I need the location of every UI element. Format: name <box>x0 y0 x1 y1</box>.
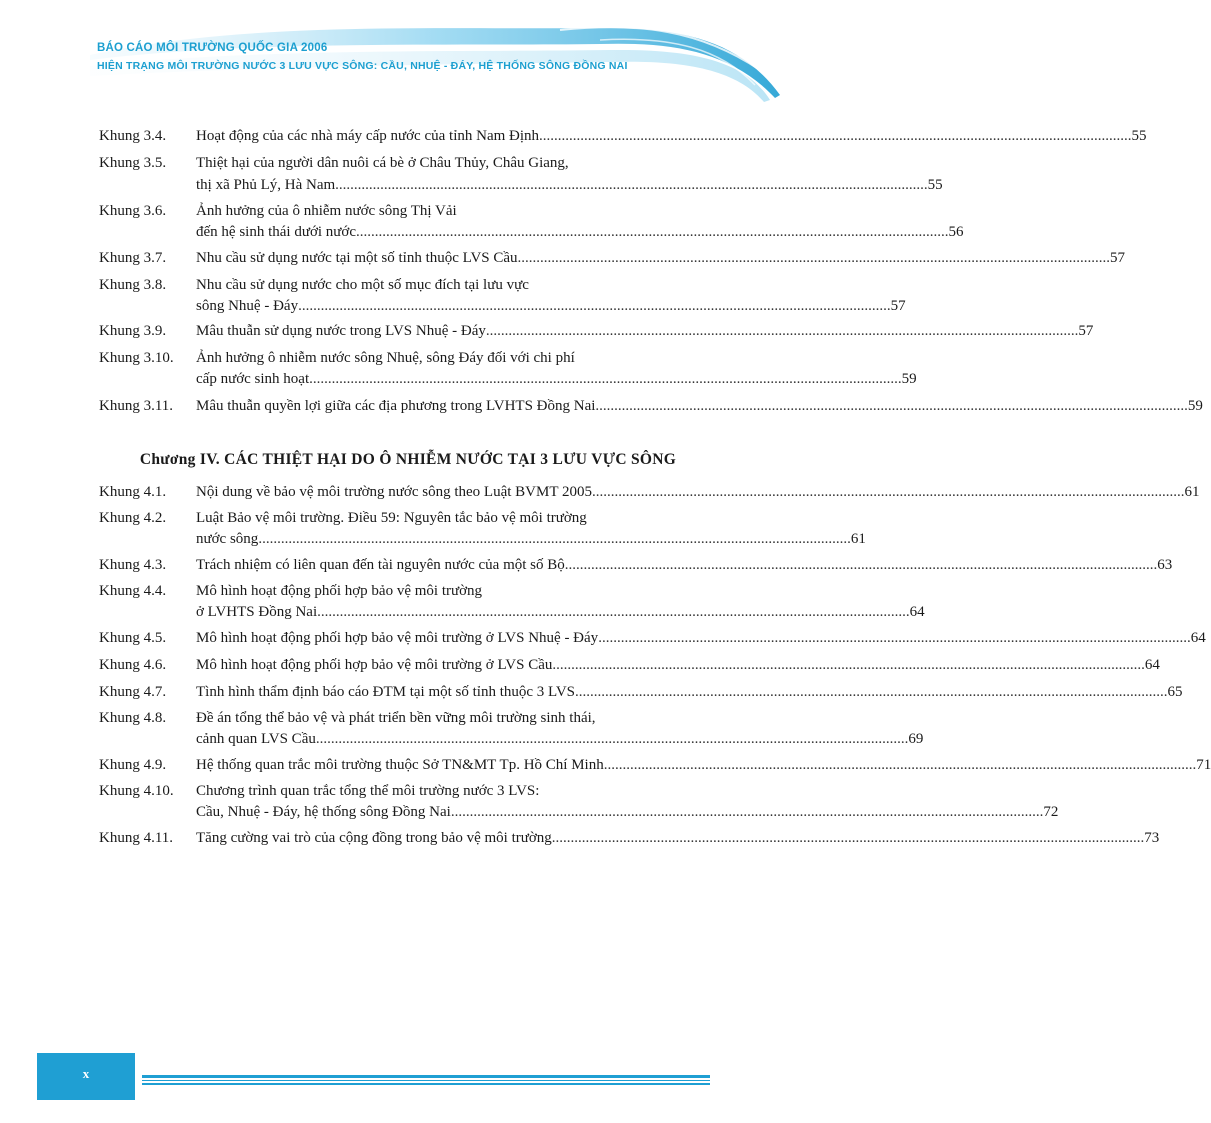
dot-leader: .............................................................................................................................................................. <box>539 128 1132 144</box>
toc-entry <box>99 756 1211 775</box>
toc-entry-page: 56 <box>948 224 964 240</box>
toc-entry-title: Nội dung về bảo vệ môi trường nước sông theo Luật BVMT 2005 <box>196 484 592 500</box>
toc-entry-title: Mô hình hoạt động phối hợp bảo vệ môi trường <box>196 583 483 599</box>
toc-entry-page: 61 <box>850 531 866 547</box>
toc-entry <box>99 127 1147 146</box>
toc-entry-label: Khung 3.9. <box>99 323 167 339</box>
toc-entry-title: Hoạt động của các nhà máy cấp nước của tỉnh Nam Định <box>196 128 540 144</box>
footer-rule-middle <box>142 1080 710 1081</box>
toc-entry <box>99 829 1160 848</box>
toc-entry-title: Mô hình hoạt động phối hợp bảo vệ môi trường ở LVS Nhuệ - Đáy <box>196 630 599 646</box>
footer-rule-top <box>142 1075 710 1078</box>
toc-entry <box>99 509 866 547</box>
page-header <box>0 0 816 110</box>
toc-entry <box>99 397 1203 416</box>
chapter-4-heading: Chương IV. CÁC THIỆT HẠI DO Ô NHIỄM NƯỚC TẠI 3 LƯU VỰC SÔNG <box>139 451 677 468</box>
page-number: x <box>82 1066 90 1081</box>
dot-leader: .............................................................................................................................................................. <box>450 804 1044 820</box>
toc-entry-title: Nhu cầu sử dụng nước cho một số mục đích tại lưu vực <box>196 277 529 293</box>
dot-leader: .............................................................................................................................................................. <box>309 371 902 387</box>
toc-entry-page: 72 <box>1043 804 1059 820</box>
toc-entry <box>99 154 943 193</box>
toc-entry-title-cont: cảnh quan LVS Cầu <box>196 731 316 747</box>
toc-entry-page: 64 <box>909 604 925 620</box>
dot-leader: .............................................................................................................................................................. <box>356 224 949 240</box>
toc-entry-label: Khung 4.9. <box>99 757 167 773</box>
toc-entry-title-cont: nước sông <box>196 531 259 547</box>
dot-leader: .............................................................................................................................................................. <box>335 177 928 193</box>
toc-entry-title: Chương trình quan trắc tổng thể môi trường nước 3 LVS: <box>196 783 540 799</box>
dot-leader: .............................................................................................................................................................. <box>552 657 1145 673</box>
toc-entry-title: Mâu thuẫn quyền lợi giữa các địa phương trong LVHTS Đồng Nai <box>196 398 596 414</box>
toc-entry <box>99 782 1059 820</box>
toc-entry <box>99 582 925 620</box>
toc-entry-label: Khung 4.3. <box>99 557 167 573</box>
toc-entry-title-cont: thị xã Phủ Lý, Hà Nam <box>196 177 336 193</box>
header-report-subtitle: HIỆN TRẠNG MÔI TRƯỜNG NƯỚC 3 LƯU VỰC SÔNG: CẦU, NHUỆ - ĐÁY, HỆ THỐNG SÔNG ĐỒNG NAI <box>97 60 628 72</box>
toc-entry-page: 59 <box>1187 398 1203 414</box>
toc-entry-page: 71 <box>1196 757 1211 773</box>
dot-leader: .............................................................................................................................................................. <box>575 684 1168 700</box>
toc-entry-label: Khung 4.8. <box>99 710 167 726</box>
toc-entry-label: Khung 3.6. <box>99 203 167 219</box>
toc-entry-page: 63 <box>1157 557 1173 573</box>
toc-entry-page: 61 <box>1184 484 1200 500</box>
toc-entry-title: Nhu cầu sử dụng nước tại một số tỉnh thuộc LVS Cầu <box>196 250 518 266</box>
toc-entry <box>99 276 906 314</box>
toc-entry-title: Thiệt hại của người dân nuôi cá bè ở Châu Thủy, Châu Giang, <box>196 155 569 171</box>
toc-entry-label: Khung 4.4. <box>99 583 167 599</box>
toc-entry <box>99 322 1094 341</box>
toc-entry <box>99 483 1200 502</box>
toc-entry-label: Khung 3.5. <box>99 155 167 171</box>
dot-leader: .............................................................................................................................................................. <box>551 830 1145 846</box>
toc-entry-label: Khung 3.7. <box>99 250 167 266</box>
dot-leader: .............................................................................................................................................................. <box>317 604 910 620</box>
footer-page-box <box>37 1053 135 1100</box>
dot-leader: .............................................................................................................................................................. <box>258 531 851 547</box>
toc-entry-title: Trách nhiệm có liên quan đến tài nguyên nước của một số Bộ <box>196 557 565 573</box>
toc-entry-title: Hệ thống quan trắc môi trường thuộc Sở TN&MT Tp. Hồ Chí Minh <box>196 757 604 773</box>
header-wave-decoration <box>0 0 816 110</box>
toc-entry-label: Khung 4.1. <box>99 484 167 500</box>
toc-entry <box>99 556 1173 575</box>
header-report-title: BÁO CÁO MÔI TRƯỜNG QUỐC GIA 2006 <box>97 42 328 54</box>
toc-entry-label: Khung 3.10. <box>99 350 174 366</box>
toc-entry <box>99 683 1183 702</box>
toc-entry-label: Khung 4.6. <box>99 657 167 673</box>
toc-entry-title-cont: sông Nhuệ - Đáy <box>196 298 299 314</box>
toc-entry-label: Khung 4.7. <box>99 684 167 700</box>
toc-entry-title: Tình hình thẩm định báo cáo ĐTM tại một số tỉnh thuộc 3 LVS <box>196 684 575 700</box>
toc-entry-label: Khung 4.10. <box>99 783 174 799</box>
toc-entry-title-cont: Cầu, Nhuệ - Đáy, hệ thống sông Đồng Nai <box>196 804 451 820</box>
dot-leader: .............................................................................................................................................................. <box>591 484 1185 500</box>
toc-entry <box>99 249 1126 268</box>
dot-leader: .............................................................................................................................................................. <box>598 630 1191 646</box>
toc-entry-page: 65 <box>1167 684 1183 700</box>
toc-entry-page: 69 <box>908 731 924 747</box>
toc-entry-page: 59 <box>901 371 917 387</box>
toc-entry-label: Khung 3.11. <box>99 398 174 414</box>
toc-entry-title: Ảnh hưởng của ô nhiễm nước sông Thị Vải <box>196 203 457 219</box>
toc-entry-page: 55 <box>1131 128 1147 144</box>
toc-entry-page: 57 <box>1078 323 1094 339</box>
dot-leader: .............................................................................................................................................................. <box>298 298 891 314</box>
toc-entry-page: 64 <box>1144 657 1160 673</box>
toc-entry-title-cont: ở LVHTS Đồng Nai <box>196 604 318 620</box>
toc-entry-title: Tăng cường vai trò của cộng đồng trong bảo vệ môi trường <box>196 830 552 846</box>
dot-leader: .............................................................................................................................................................. <box>485 323 1079 339</box>
toc-entry <box>99 349 917 387</box>
toc-entry-label: Khung 4.11. <box>99 830 174 846</box>
toc-entry-page: 57 <box>890 298 906 314</box>
dot-leader: .............................................................................................................................................................. <box>564 557 1158 573</box>
toc-entry-page: 64 <box>1190 630 1206 646</box>
toc-entry <box>99 656 1160 675</box>
footer-rule-bottom <box>142 1083 710 1085</box>
toc-entry-label: Khung 4.5. <box>99 630 167 646</box>
dot-leader: .............................................................................................................................................................. <box>517 250 1111 266</box>
toc-entry <box>99 629 1206 648</box>
dot-leader: .............................................................................................................................................................. <box>603 757 1197 773</box>
toc-entry <box>99 709 924 747</box>
toc-entry-label: Khung 4.2. <box>99 510 167 526</box>
toc-entry-page: 57 <box>1110 250 1126 266</box>
toc-entry-page: 73 <box>1144 830 1160 846</box>
toc-entry-title-cont: đến hệ sinh thái dưới nước <box>196 224 357 240</box>
toc-entry-title: Đề án tổng thể bảo vệ và phát triển bền vững môi trường sinh thái, <box>196 710 596 726</box>
dot-leader: .............................................................................................................................................................. <box>595 398 1188 414</box>
toc-entry-title: Ảnh hưởng ô nhiễm nước sông Nhuệ, sông Đáy đối với chi phí <box>196 350 575 366</box>
toc-entry <box>99 202 964 240</box>
toc-entry-title: Mâu thuẫn sử dụng nước trong LVS Nhuệ - Đáy <box>196 323 486 339</box>
toc-entry-page: 55 <box>927 177 943 193</box>
toc-entry-title: Luật Bảo vệ môi trường. Điều 59: Nguyên tắc bảo vệ môi trường <box>196 510 587 526</box>
dot-leader: .............................................................................................................................................................. <box>315 731 909 747</box>
toc-entry-label: Khung 3.4. <box>99 128 167 144</box>
toc-entry-title-cont: cấp nước sinh hoạt <box>196 371 310 387</box>
toc-entry-label: Khung 3.8. <box>99 277 167 293</box>
toc-entry-title: Mô hình hoạt động phối hợp bảo vệ môi trường ở LVS Cầu <box>196 657 553 673</box>
